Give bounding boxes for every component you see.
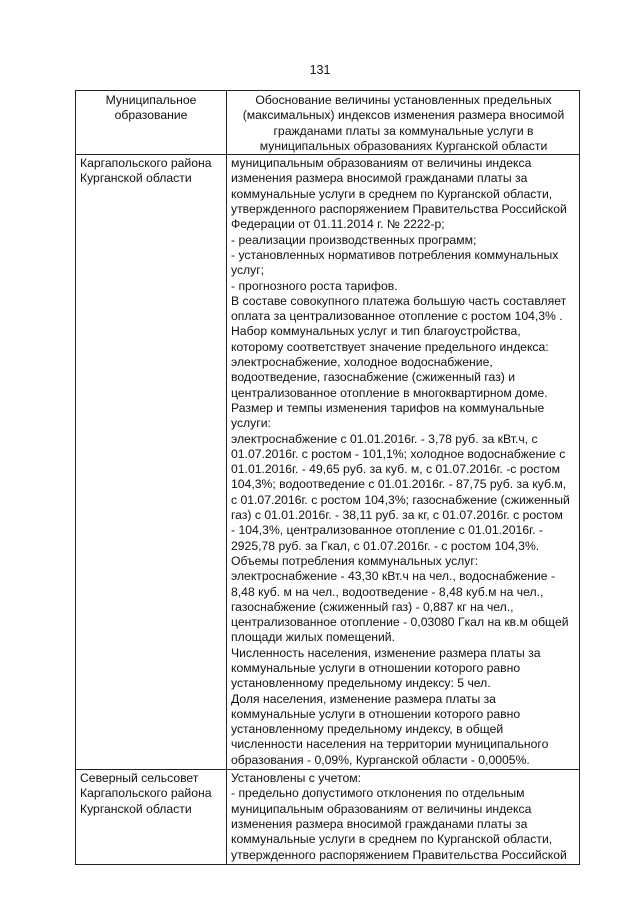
text-line: муниципальным образованиям от величины индекса	[231, 801, 532, 816]
text-line: (максимальных) индексов изменения размера вносимой	[242, 108, 565, 123]
header-justification-text	[231, 93, 576, 154]
header-municipality-text	[78, 93, 224, 124]
text-line: Каргапольского района	[80, 156, 212, 171]
text-line: образования - 0,09%, Курганской области - 0,0005%.	[231, 752, 530, 767]
text-line: - 104,3%, централизованное отопление с 01.01.2016г. -	[231, 523, 543, 538]
text-line: электроснабжение - 43,30 кВт.ч на чел., водоснабжение -	[231, 569, 556, 584]
text-line: Обоснование величины установленных предельных	[255, 93, 552, 107]
text-line: численности населения на территории муниципального	[231, 737, 549, 752]
text-line: установленному предельному индексу: 5 чел.	[231, 676, 491, 691]
table-row	[76, 770, 580, 865]
text-line: образование	[114, 108, 188, 123]
text-line: - установленных нормативов потребления коммунальных	[231, 247, 559, 262]
justification-text	[231, 771, 576, 863]
table-header-row	[76, 91, 580, 155]
text-line: Курганской области	[80, 171, 192, 186]
text-line: с 01.07.2016г. с ростом 104,3%; газоснабжение (сжиженный	[231, 492, 570, 507]
text-line: Северный сельсовет	[80, 771, 199, 786]
text-line: - прогнозного роста тарифов.	[231, 278, 398, 293]
text-line: Численность населения, изменение размера платы за	[231, 645, 541, 660]
text-line: Федерации от 01.11.2014 г. № 2222-р;	[231, 217, 445, 232]
text-line: утвержденного распоряжением Правительства Российской	[231, 202, 567, 217]
header-municipality	[76, 91, 227, 155]
text-line: услуг;	[231, 263, 265, 278]
text-line: Объемы потребления коммунальных услуг:	[231, 553, 479, 568]
text-line: изменения размера вносимой гражданами платы за	[231, 816, 528, 831]
justification-cell	[227, 155, 580, 770]
text-line: электроснабжение с 01.01.2016г. - 3,78 руб. за кВт.ч, с	[231, 431, 538, 446]
municipality-cell	[76, 155, 227, 770]
text-line: Курганской области	[80, 801, 192, 816]
text-line: которому соответствует значение предельного индекса:	[231, 339, 549, 354]
indices-table	[75, 90, 580, 865]
text-line: изменения размера вносимой гражданами платы за	[231, 171, 528, 186]
text-line: 01.07.2016г. с ростом - 101,1%; холодное водоснабжение с	[231, 446, 566, 461]
text-line: площади жилых помещений.	[231, 630, 395, 645]
text-line: Размер и темпы изменения тарифов на коммунальные	[231, 400, 545, 415]
text-line: - реализации производственных программ;	[231, 232, 477, 247]
text-line: коммунальные услуги в отношении которого равно	[231, 660, 521, 675]
text-line: газ) с 01.01.2016г. - 38,11 руб. за кг, с 01.07.2016г. с ростом	[231, 508, 563, 523]
text-line: централизованное отопление - 0,03080 Гкал на кв.м общей	[231, 615, 569, 630]
table-row	[76, 155, 580, 770]
text-line: установленному предельному индексу, в общей	[231, 722, 504, 737]
text-line: централизованное отопление в многоквартирном доме.	[231, 385, 548, 400]
text-line: коммунальные услуги в среднем по Курганской области,	[231, 186, 553, 201]
text-line: муниципальных образованиях Курганской области	[259, 138, 548, 153]
text-line: муниципальным образованиям от величины индекса	[231, 156, 532, 171]
page-number: 131	[309, 63, 331, 77]
text-line: Установлены с учетом:	[231, 771, 361, 786]
text-line: В составе совокупного платежа большую часть составляет	[231, 293, 567, 308]
justification-cell	[227, 770, 580, 865]
text-line: 2925,78 руб. за Гкал, с 01.07.2016г. - с ростом 104,3%.	[231, 538, 540, 553]
justification-text	[231, 156, 576, 768]
text-line: электроснабжение, холодное водоснабжение,	[231, 355, 493, 370]
municipality-name	[80, 771, 223, 817]
text-line: 104,3%; водоотведение с 01.01.2016г. - 87,75 руб. за куб.м,	[231, 477, 567, 492]
text-line: газоснабжение (сжиженный газ) - 0,887 кг на чел.,	[231, 599, 514, 614]
municipality-cell	[76, 770, 227, 865]
text-line: - предельно допустимого отклонения по отдельным	[231, 786, 525, 801]
text-line: Муниципальное	[105, 93, 197, 107]
municipality-name	[80, 156, 223, 187]
text-line: водоотведение, газоснабжение (сжиженный газ) и	[231, 370, 516, 385]
text-line: услуги:	[231, 416, 271, 431]
text-line: утвержденного распоряжением Правительства Российской	[231, 847, 567, 862]
text-line: гражданами платы за коммунальные услуги в	[273, 123, 534, 138]
text-line: коммунальные услуги в отношении которого равно	[231, 706, 521, 721]
text-line: коммунальные услуги в среднем по Курганской области,	[231, 832, 553, 847]
text-line: 01.01.2016г. - 49,65 руб. за куб. м, с 01.07.2016г. -с ростом	[231, 462, 561, 477]
text-line: оплата за централизованное отопление с ростом 104,3% .	[231, 309, 563, 324]
text-line: 8,48 куб. м на чел., водоотведение - 8,48 куб.м на чел.,	[231, 584, 544, 599]
text-line: Доля населения, изменение размера платы за	[231, 691, 496, 706]
text-line: Набор коммунальных услуг и тип благоустройства,	[231, 324, 521, 339]
header-justification	[227, 91, 580, 155]
text-line: Каргапольского района	[80, 786, 212, 801]
